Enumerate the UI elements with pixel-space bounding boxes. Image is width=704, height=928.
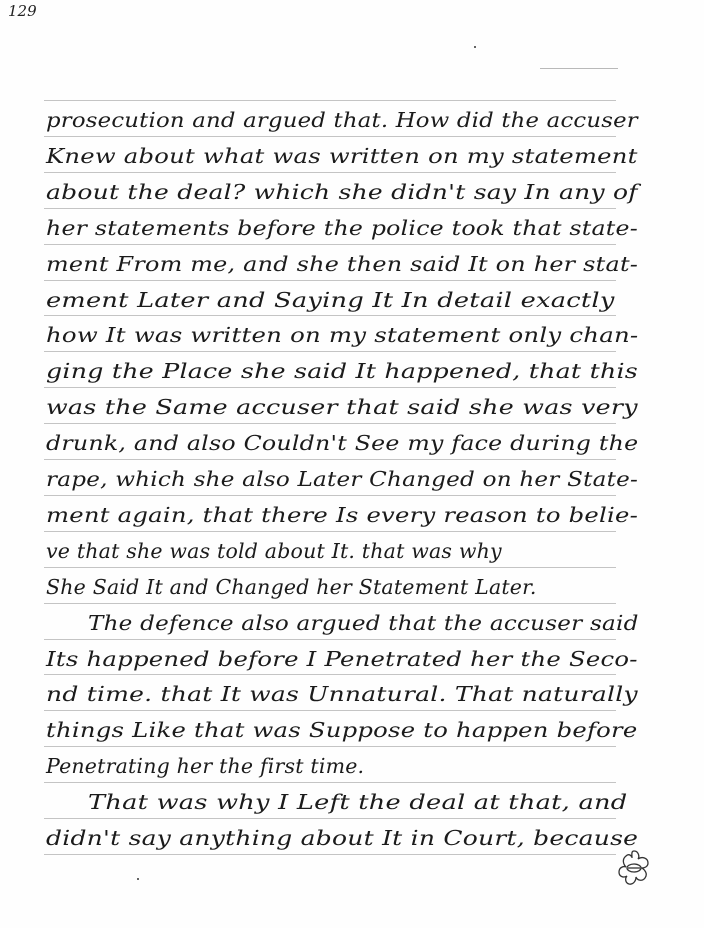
ruled-line bbox=[44, 459, 616, 460]
text-line: Penetrating her the first time. bbox=[46, 754, 365, 779]
text-line: ve that she was told about It. that was why bbox=[46, 538, 502, 563]
ruled-line bbox=[44, 746, 616, 747]
ruled-line bbox=[44, 567, 616, 568]
page-number: 129 bbox=[8, 2, 37, 20]
ruled-line bbox=[44, 100, 616, 101]
text-line: how It was written on my statement only chan- bbox=[46, 323, 639, 348]
ruled-line bbox=[44, 280, 616, 281]
ink-speck bbox=[137, 878, 139, 880]
text-line: ement Later and Saying It In detail exactly bbox=[46, 287, 615, 312]
ruled-line bbox=[44, 531, 616, 532]
text-line: things Like that was Suppose to happen before bbox=[46, 718, 638, 743]
text-line: about the deal? which she didn't say In any of bbox=[46, 179, 638, 204]
text-line: didn't say anything about It in Court, because bbox=[46, 826, 639, 850]
ruled-line bbox=[44, 351, 616, 352]
ruled-line bbox=[44, 782, 616, 783]
ruled-line bbox=[44, 854, 616, 855]
flower-stamp-icon bbox=[614, 848, 654, 888]
ruled-line bbox=[44, 603, 616, 604]
text-line: She Said It and Changed her Statement Later. bbox=[46, 574, 537, 599]
text-line: her statements before the police took that state- bbox=[46, 215, 638, 240]
text-line: The defence also argued that the accuser said bbox=[88, 610, 639, 635]
ruled-line bbox=[44, 710, 616, 711]
ink-speck bbox=[474, 46, 476, 48]
text-line: ging the Place she said It happened, that this bbox=[46, 359, 638, 384]
ruled-line bbox=[44, 639, 616, 640]
ruled-line bbox=[44, 387, 616, 388]
header-rule bbox=[540, 68, 618, 69]
text-line: Knew about what was written on my statement bbox=[46, 143, 638, 168]
ruled-line bbox=[44, 818, 616, 819]
ruled-line bbox=[44, 495, 616, 496]
text-line: ment again, that there Is every reason to belie- bbox=[46, 502, 639, 527]
text-line: prosecution and argued that. How did the accuser bbox=[46, 108, 638, 132]
text-line: ment From me, and she then said It on her stat- bbox=[46, 251, 639, 276]
ruled-line bbox=[44, 674, 616, 675]
text-line: drunk, and also Couldn't See my face during the bbox=[46, 431, 639, 456]
ruled-line bbox=[44, 423, 616, 424]
ruled-line bbox=[44, 208, 616, 209]
text-line: nd time. that It was Unnatural. That naturally bbox=[46, 682, 638, 707]
text-line: was the Same accuser that said she was very bbox=[46, 395, 638, 420]
ruled-line bbox=[44, 172, 616, 173]
ruled-line bbox=[44, 315, 616, 316]
text-line: Its happened before I Penetrated her the Seco- bbox=[46, 646, 638, 671]
ruled-line bbox=[44, 244, 616, 245]
ruled-line bbox=[44, 136, 616, 137]
text-line: rape, which she also Later Changed on her State- bbox=[46, 467, 638, 491]
text-line: That was why I Left the deal at that, and bbox=[88, 790, 628, 815]
